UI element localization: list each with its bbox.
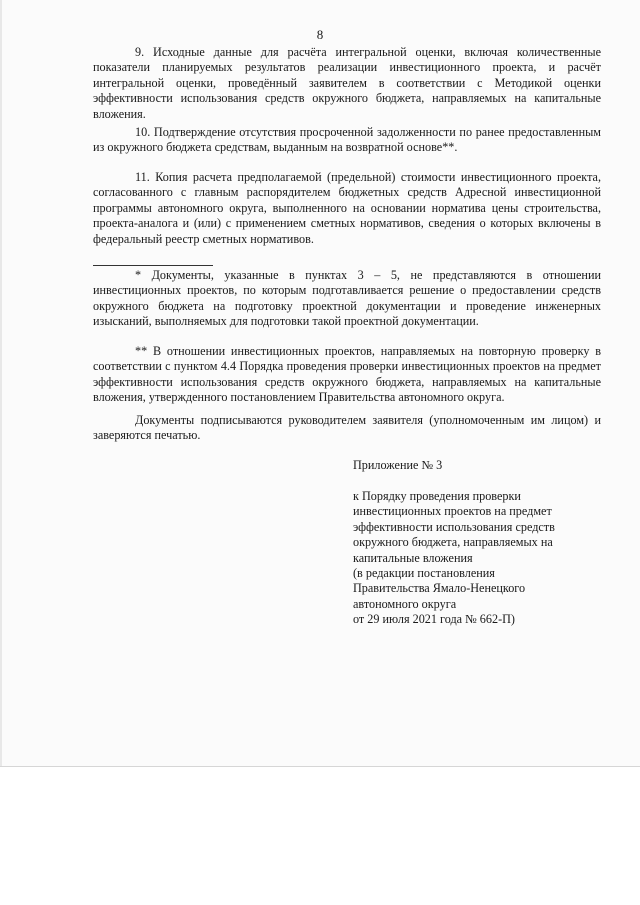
item-10-paragraph: 10. Подтверждение отсутствия просроченной задолженности по ранее предоставленным из окружного бюджета средствам, выданным на возвратной основе**. xyxy=(93,125,601,155)
footnote-1: * Документы, указанные в пунктах 3 – 5, не представляются в отношении инвестиционных проектов, по которым подготавливается решение о предоставлении средств окружного бюджета на подготовку проектной документации и проведение инженерных изысканий, выполняемых для подготовки такой проектной документации. xyxy=(93,268,601,329)
appendix-line: автономного округа xyxy=(353,596,457,611)
item-9-paragraph: 9. Исходные данные для расчёта интегральной оценки, включая количественные показатели планируемых результатов реализации инвестиционного проекта, и расчёт интегральной оценки, проведённый заявителем в соответствии с Методикой оценки эффективности использования средств окружного бюджета, направляемых на капитальные вложения. xyxy=(93,45,601,121)
appendix-line: инвестиционных проектов на предмет xyxy=(353,504,552,519)
appendix-line: капитальные вложения xyxy=(353,550,473,565)
scan-edge xyxy=(0,0,2,766)
appendix-caption xyxy=(353,489,613,628)
item-11-paragraph: 11. Копия расчета предполагаемой (предельной) стоимости инвестиционного проекта, согласованного с главным распорядителем бюджетных средств Адресной инвестиционной программы автономного округа, выполненного на основании норматива цены строительства, проекта-аналога и (или) с применением сметных нормативов, сведения о которых включены в федеральный реестр сметных нормативов. xyxy=(93,170,601,246)
appendix-line: эффективности использования средств xyxy=(353,519,555,534)
appendix-line: к Порядку проведения проверки xyxy=(353,489,521,503)
appendix-line: окружного бюджета, направляемых на xyxy=(353,535,553,550)
footnote-2: ** В отношении инвестиционных проектов, направляемых на повторную проверку в соответствии с пунктом 4.4 Порядка проведения проверки инвестиционных проектов на предмет эффективности использования средств окружного бюджета, направляемых на капитальные вложения, утвержденного постановлением Правительства автономного округа. xyxy=(93,344,601,405)
appendix-line: (в редакции постановления xyxy=(353,566,495,581)
appendix-line: от 29 июля 2021 года № 662-П) xyxy=(353,612,515,627)
page-number: 8 xyxy=(316,27,324,42)
footnote-separator xyxy=(93,265,213,266)
appendix-line: Правительства Ямало-Ненецкого xyxy=(353,581,526,596)
signing-note: Документы подписываются руководителем заявителя (уполномоченным им лицом) и заверяются печатью. xyxy=(93,413,601,443)
appendix-title: Приложение № 3 xyxy=(353,458,443,472)
